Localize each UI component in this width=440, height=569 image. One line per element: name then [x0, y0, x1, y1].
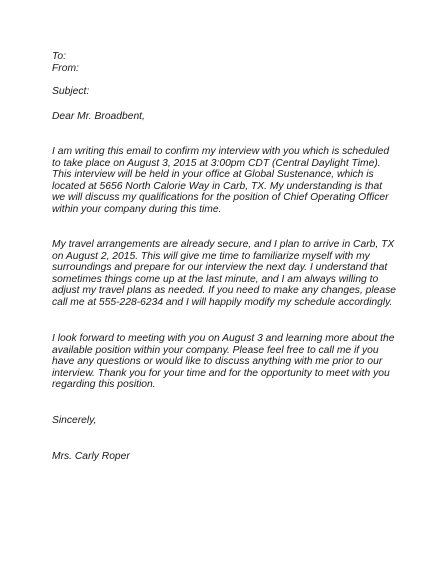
paragraph-line: call me at 555-228-6234 and I will happily modify my schedule accordingly. — [52, 296, 393, 308]
paragraph-line: available position within your company. Please feel free to call me if you — [52, 344, 379, 356]
paragraph-2 — [52, 239, 396, 309]
paragraph-line: regarding this position. — [52, 379, 156, 391]
from-label: From: — [52, 63, 79, 74]
paragraph-1 — [52, 146, 389, 216]
paragraph-line: I look forward to meeting with you on August 3 and learning more about the — [52, 333, 395, 344]
closing: Sincerely, — [52, 415, 97, 426]
paragraph-line: located at 5656 North Calorie Way in Carb, TX. My understanding is that — [52, 180, 383, 192]
paragraph-line: adjust my travel plans as needed. If you need to make any changes, please — [52, 285, 397, 297]
paragraph-3 — [52, 333, 394, 391]
paragraph-line: on August 2, 2015. This will give me time to familiarize myself with my — [52, 250, 370, 262]
subject-label: Subject: — [52, 86, 90, 97]
paragraph-line: interview. Thank you for your time and for the opportunity to meet with you — [52, 367, 390, 379]
greeting: Dear Mr. Broadbent, — [52, 111, 145, 122]
paragraph-line: within your company during this time. — [52, 203, 222, 215]
signer-name: Mrs. Carly Roper — [52, 451, 130, 462]
paragraph-line: surroundings and prepare for our interview the next day. I understand that — [52, 262, 388, 274]
to-label: To: — [52, 51, 66, 62]
paragraph-line: sometimes things come up at the last minute, and I am always willing to — [52, 273, 379, 285]
paragraph-line: I am writing this email to confirm my interview with you which is scheduled — [52, 146, 390, 157]
paragraph-line: This interview will be held in your office at Global Sustenance, which is — [52, 169, 374, 181]
paragraph-line: My travel arrangements are already secure, and I plan to arrive in Carb, TX — [52, 239, 395, 250]
paragraph-line: we will discuss my qualifications for the position of Chief Operating Officer — [52, 192, 389, 204]
paragraph-line: to take place on August 3, 2015 at 3:00pm CDT (Central Daylight Time). — [52, 157, 381, 169]
paragraph-line: have any questions or would like to discuss anything with me prior to our — [52, 356, 383, 368]
